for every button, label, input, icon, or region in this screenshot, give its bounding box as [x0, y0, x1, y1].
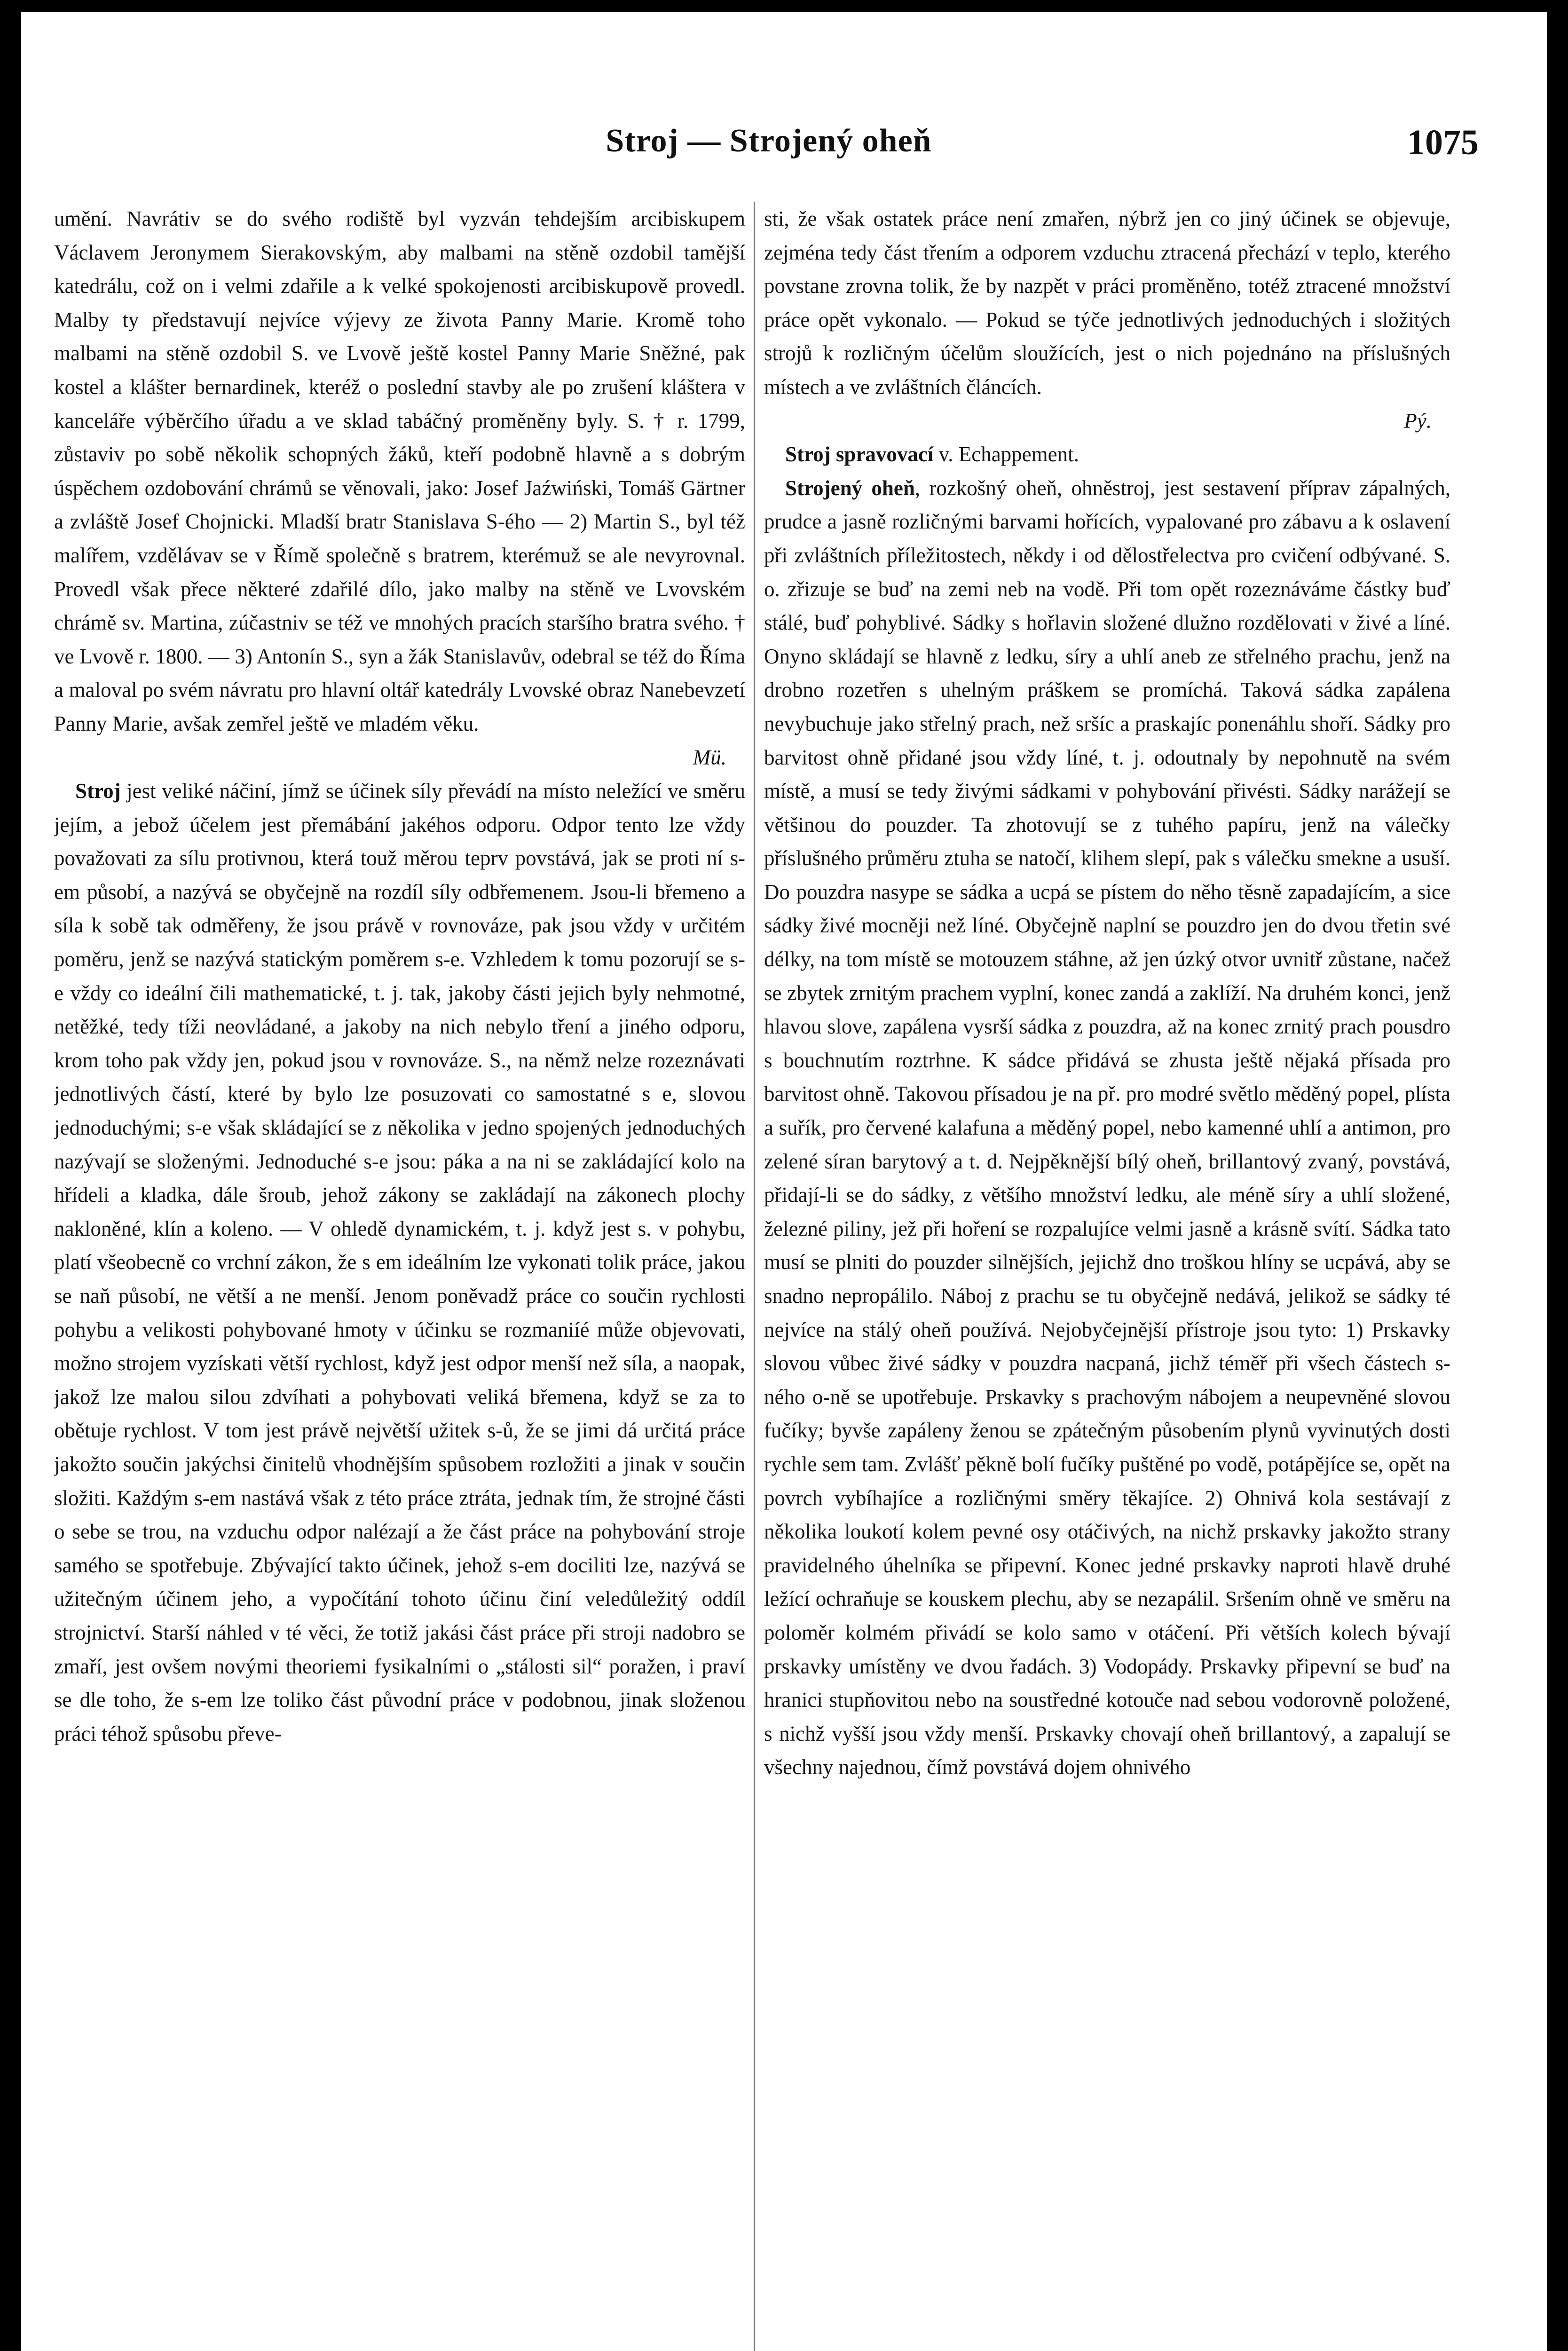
right-column	[764, 202, 1450, 2351]
left-column	[54, 202, 745, 2351]
running-title: Stroj — Strojený oheň	[606, 123, 932, 159]
entry-stroj: Stroj jest veliké náčiní, jímž se účinek síly převádí na místo neležící ve směru jejím, a jebož účelem jest přemábání jakéhos odporu. Odpor tento lze vždy považovati za sílu protivnou, která touž měrou teprv povstává, jak se proti ní s-em působí, a nazývá se obyčejně na rozdíl síly odbřemenem. Jsou-li břemeno a síla k sobě tak odměřeny, že jsou právě v rovnováze, pak jsou vždy v určitém poměru, jenž se nazývá statickým poměrem s-e. Vzhledem k tomu pozorují se s-e vždy co ideální čili mathematické, t. j. tak, jakoby části jejich byly nehmotné, netěžké, tedy tíži neovládané, a jakoby na nich nebylo tření a jiného odporu, krom toho pak vždy jen, pokud jsou v rovnováze. S., na němž nelze rozeznávati jednotlivých částí, které by bylo lze posuzovati co samostatné s e, slovou jednoduchými; s-e však skládající se z několika v jedno spojených jednoduchých nazývají se složenými. Jednoduché s-e jsou: páka a na ni se zakládající kolo na hřídeli a kladka, dále šroub, jehož zákony se zakládají na zákonech plochy nakloněné, klín a koleno. — V ohledě dynamickém, t. j. když jest s. v pohybu, platí všeobecně co vrchní zákon, že s em ideálním lze vykonati tolik práce, jakou se naň působí, ne větší a ne menší. Jenom poněvadž práce co součin rychlosti pohybu a velikosti pohybované hmoty v účinku se rozmaniíé může objevovati, možno strojem vyzískati větší rychlost, když jest odpor menší než síla, a naopak, jakož lze malou silou zdvíhati a pohybovati veliká břemena, když se za to obětuje rychlost. V tom jest právě největší užitek s-ů, že se jimi dá určitá práce jakožto součin jakýchsi činitelů vhodnějším spůsobem rozložiti a jinak v součin složiti. Každým s-em nastává však z této práce ztráta, jednak tím, že strojné části o sebe se trou, na vzduchu odpor nalézají a že část práce na pohybování stroje samého se spotřebuje. Zbývající takto účinek, jehož s-em dociliti lze, nazývá se užitečným účinem jeho, a vypočítání tohoto účinu činí veledůležitý oddíl strojnictví. Starší náhled v té věci, že totiž jakási část práce při stroji nadobro se zmaří, jest ovšem novými theoriemi fysikalními o „stálosti sil“ poražen, i praví se dle toho, že s-em lze toliko část původní práce v podobnou, jinak složenou práci téhož spůsobu převe-	[54, 779, 745, 1745]
paragraph-continued: sti, že však ostatek práce není zmařen, nýbrž jen co jiný účinek se objevuje, zejména tedy část třením a odporem vzduchu ztracená přechází v teplo, kterého povstane zrovna tolik, že by nazpět v práci proměněno, totéž ztracené množství práce opět vykonalo. — Pokud se týče jednotlivých jednoduchých i složitých strojů k rozličným účelům sloužících, jest o nich pojednáno na příslušných místech a ve zvláštních článcích.	[764, 207, 1450, 399]
author-signature: Pý.	[1404, 409, 1432, 433]
entry-stroj-spravovaci: Stroj spravovací v. Echappement.	[785, 442, 1079, 466]
entry-headword: Stroj	[75, 779, 121, 803]
running-header	[21, 122, 1547, 174]
entry-headword: Stroj spravovací	[785, 442, 934, 466]
author-signature: Mü.	[693, 745, 726, 769]
entry-strojeny-ohen: Strojený oheň, rozkošný oheň, ohněstroj, jest sestavení příprav zápalných, prudce a jasně rozličnými barvami hořících, vypalované pro zábavu a k oslavení při zvláštních příležitostech, někdy i od dělostřelectva pro cvičení odbývané. S. o. zřizuje se buď na zemi neb na vodě. Při tom opět rozeznáváme částky buď stálé, buď pohyblivé. Sádky s hořlavin složené dlužno rozdělovati v živé a líné. Onyno skládají se hlavně z ledku, síry a uhlí aneb ze střelného prachu, jenž na drobno rozetřen s uhelným práškem se promíchá. Taková sádka zapálena nevybuchuje jako střelný prach, než sršíc a praskajíc ponenáhlu shoří. Sádky pro barvitost ohně přidané jsou vždy líné, t. j. odoutnaly by nepohnutě na svém místě, a musí se tedy živými sádkami v pohybování přivésti. Sádky narážejí se většinou do pouzder. Ta zhotovují se z tuhého papíru, jenž na válečky příslušného průměru ztuha se natočí, klihem slepí, pak s válečku smekne a usuší. Do pouzdra nasype se sádka a ucpá se pístem do něho těsně zapadajícím, a sice sádky živé mocněji než líné. Obyčejně naplní se pouzdro jen do dvou třetin své délky, na tom místě se motouzem stáhne, až jen úzký otvor uvnitř zůstane, načež se zbytek zrnitým prachem vyplní, konec zandá a zaklíží. Na druhém konci, jenž hlavou slove, zapálena vysrší sádka z pouzdra, až na konec zrnitý prach pousdro s bouchnutím roztrhne. K sádce přidává se zhusta ještě nějaká přísada pro barvitost ohně. Takovou přísadou je na př. pro modré světlo měděný popel, plísta a suřík, pro červené kalafuna a měděný popel, nebo kamenné uhlí a antimon, pro zelené síran barytový a t. d. Nejpěknější bílý oheň, brillantový zvaný, povstává, přidají-li se do sádky, z většího množství ledku, ale méně síry a uhlí složené, železné piliny, jež při hoření se rozpalujíce velmi jasně a krásně svítí. Sádka tato musí se plniti do pouzder silnějších, jejichž dno troškou hlíny se ucpává, aby se snadno nepropálilo. Náboj z prachu se tu obyčejně nedává, jelikož se sádky té nejvíce na stálý oheň používá. Nejobyčejnější přístroje jsou tyto: 1) Prskavky slovou vůbec živé sádky v pouzdra nacpaná, jichž téměř při všech částech s-ného o-ně se upotřebuje. Prskavky s prachovým nábojem a neupevněné slovou fučíky; byvše zapáleny ženou se zpátečným působením plynů vyvinutých dosti rychle sem tam. Zvlášť pěkně bolí fučíky puštěné po vodě, potápějíce se, opět na povrch vybíhajíce a rozličnými směry těkajíce. 2) Ohnivá kola sestávají z několika loukotí kolem pevné osy otáčivých, na nichž prskavky jakožto strany pravidelného úhelníka se připevní. Konec jedné prskavky naproti hlavě druhé ležící ochraňuje se kouskem plechu, aby se nezapálil. Sršením ohně ve směru na poloměr kolmém přivádí se kolo samo v otáčení. Při větších kolech bývají prskavky umístěny ve dvou řadách. 3) Vodopády. Prskavky připevní se buď na hranici stupňovitou nebo na soustředné kotouče nad sebou vodorovně položené, s nichž vyšší jsou vždy menší. Prskavky chovají oheň brillantový, a zapalují se všechny najednou, čímž povstává dojem ohnivého	[764, 476, 1450, 1779]
page-number: 1075	[1407, 123, 1479, 162]
paragraph-continued: umění. Navrátiv se do svého rodiště byl vyzván tehdejším arcibiskupem Václavem Jeronymem Sierakovským, aby malbami na stěně ozdobil tamější katedrálu, což on i velmi zdařile a k velké spokojenosti arcibiskupově provedl. Malby ty představují nejvíce výjevy ze života Panny Marie. Kromě toho malbami na stěně ozdobil S. ve Lvově ještě kostel Panny Marie Sněžné, pak kostel a klášter bernardinek, kteréž o poslední stavby ale po zrušení kláštera v kanceláře výběrčího úřadu a ve sklad tabáčný proměněny byly. S. † r. 1799, zůstaviv po sobě několik schopných žáků, kteří podobně hlavně a s dobrým úspěchem ozdobování chrámů se věnovali, jako: Josef Jaźwiński, Tomáš Gärtner a zvláště Josef Chojnicki. Mladší bratr Stanislava S-ého — 2) Martin S., byl též malířem, vzdělávav se v Římě společně s bratrem, kterémuž se ale nevyrovnal. Provedl však přece některé zdařilé dílo, jako malby na stěně ve Lvovském chrámě sv. Martina, zúčastniv se též ve mnohých pracích staršího bratra svého. † ve Lvově r. 1800. — 3) Antonín S., syn a žák Stanislavův, odebral se též do Říma a maloval po svém návratu pro hlavní oltář katedrály Lvovské obraz Nanebevzetí Panny Marie, avšak zemřel ještě ve mladém věku.	[54, 207, 745, 735]
entry-headword: Strojený oheň	[785, 476, 915, 500]
page	[21, 12, 1547, 2351]
column-divider	[754, 202, 755, 2351]
